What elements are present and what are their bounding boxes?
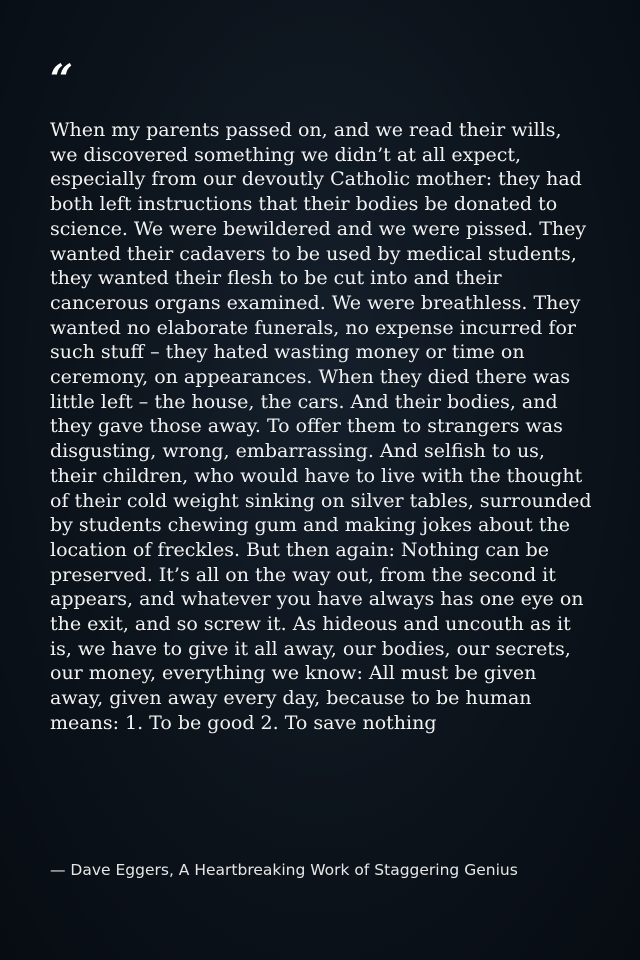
quote-mark-icon: “ xyxy=(50,56,74,103)
quote-attribution: — Dave Eggers, A Heartbreaking Work of Staggering Genius xyxy=(50,861,518,879)
quote-text: When my parents passed on, and we read their wills, we discovered something we didn’t at all expect, especially from our devoutly Catholic mother: they had both left instructions that their bodies be donated to science. We were bewildered and we were pissed. They wanted their cadavers to be used by medical students, they wanted their flesh to be cut into and their cancerous organs examined. We were breathless. They wanted no elaborate funerals, no expense incurred for such stuff – they hated wasting money or time on ceremony, on appearances. When they died there was little left – the house, the cars. And their bodies, and they gave those away. To offer them to strangers was disgusting, wrong, embarrassing. And selfish to us, their children, who would have to live with the thought of their cold weight sinking on silver tables, surrounded by students chewing gum and making jokes about the location of freckles. But then again: Nothing can be preserved. It’s all on the way out, from the second it appears, and whatever you have always has one eye on the exit, and so screw it. As hideous and uncouth as it is, we have to give it all away, our bodies, our secrets, our money, everything we know: All must be given away, given away every day, because to be human means: 1. To be good 2. To save nothing xyxy=(50,119,592,734)
